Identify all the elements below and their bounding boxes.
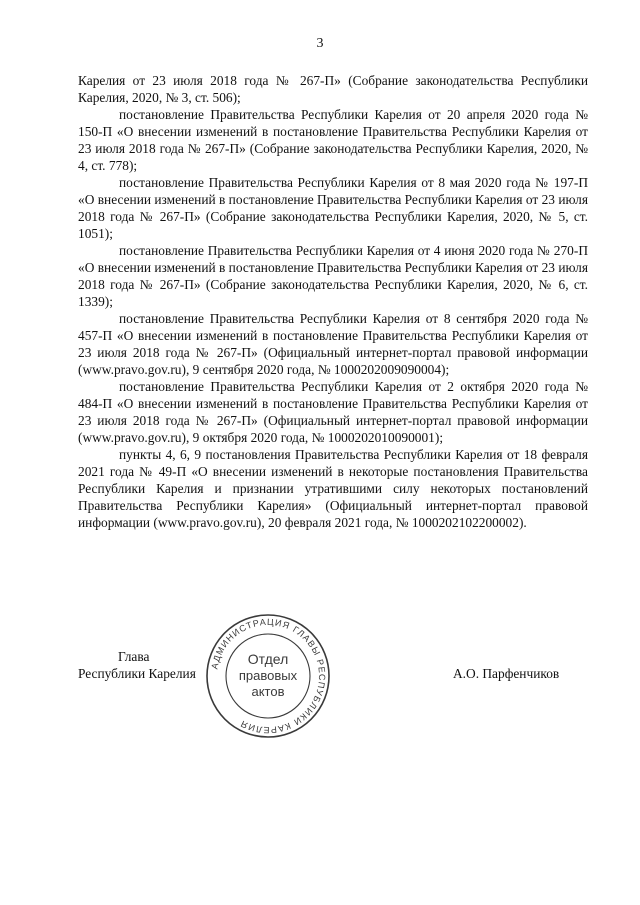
paragraph-resolution-150: постановление Правительства Республики Карелия от 20 апреля 2020 года № 150-П «О внесении изменений в постановление Правительства Республики Карелия от 23 июля 2018 года № 267-П» (Собрание законодательства Республики Карелия, 2020, № 4, ст. 778); <box>78 107 588 173</box>
paragraph-resolution-49: пункты 4, 6, 9 постановления Правительства Республики Карелия от 18 февраля 2021 года № 49-П «О внесении изменений в некоторые постановления Правительства Республики Карелия и признании утратившими силу некоторых постановлений Правительства Республики Карелия» (Официальный интернет-портал правовой информации (www.pravo.gov.ru), 20 февраля 2021 года, № 1000202102200002). <box>78 447 588 530</box>
paragraph-resolution-197: постановление Правительства Республики Карелия от 8 мая 2020 года № 197-П «О внесении изменений в постановление Правительства Республики Карелия от 23 июля 2018 года № 267-П» (Собрание законодательства Республики Карелия, 2020, № 5, ст. 1051); <box>78 175 589 241</box>
official-stamp <box>202 612 334 740</box>
signatory-title-line2: Республики Карелия <box>78 666 196 681</box>
document-body <box>78 72 588 531</box>
stamp-ring-text: АДМИНИСТРАЦИЯ ГЛАВЫ РЕСПУБЛИКИ КАРЕЛИЯ <box>209 616 328 736</box>
page-number: 3 <box>316 36 324 51</box>
stamp-line2: правовых <box>238 668 298 683</box>
signatory-title-line1: Глава <box>118 649 150 664</box>
stamp-line1: Отдел <box>247 651 289 667</box>
stamp-line3: актов <box>251 684 285 699</box>
signatory-name: А.О. Парфенчиков <box>453 666 560 681</box>
paragraph-resolution-457: постановление Правительства Республики Карелия от 8 сентября 2020 года № 457-П «О внесении изменений в постановление Правительства Республики Карелия от 23 июля 2018 года № 267-П» (Официальный интернет-портал правовой информации (www.pravo.gov.ru), 9 сентября 2020 года, № 1000202009090004); <box>78 311 588 377</box>
signatory-title <box>78 648 218 682</box>
paragraph-resolution-484: постановление Правительства Республики Карелия от 2 октября 2020 года № 484-П «О внесении изменений в постановление Правительства Республики Карелия от 23 июля 2018 года № 267-П» (Официальный интернет-портал правовой информации (www.pravo.gov.ru), 9 октября 2020 года, № 1000202010090001); <box>78 379 588 445</box>
paragraph-resolution-270: постановление Правительства Республики Карелия от 4 июня 2020 года № 270-П «О внесении изменений в постановление Правительства Республики Карелия от 23 июля 2018 года № 267-П» (Собрание законодательства Республики Карелия, 2020, № 6, ст. 1339); <box>78 243 589 309</box>
paragraph-continuation: Карелия от 23 июля 2018 года № 267-П» (Собрание законодательства Республики Карелия, 2020, № 3, ст. 506); <box>78 73 588 105</box>
